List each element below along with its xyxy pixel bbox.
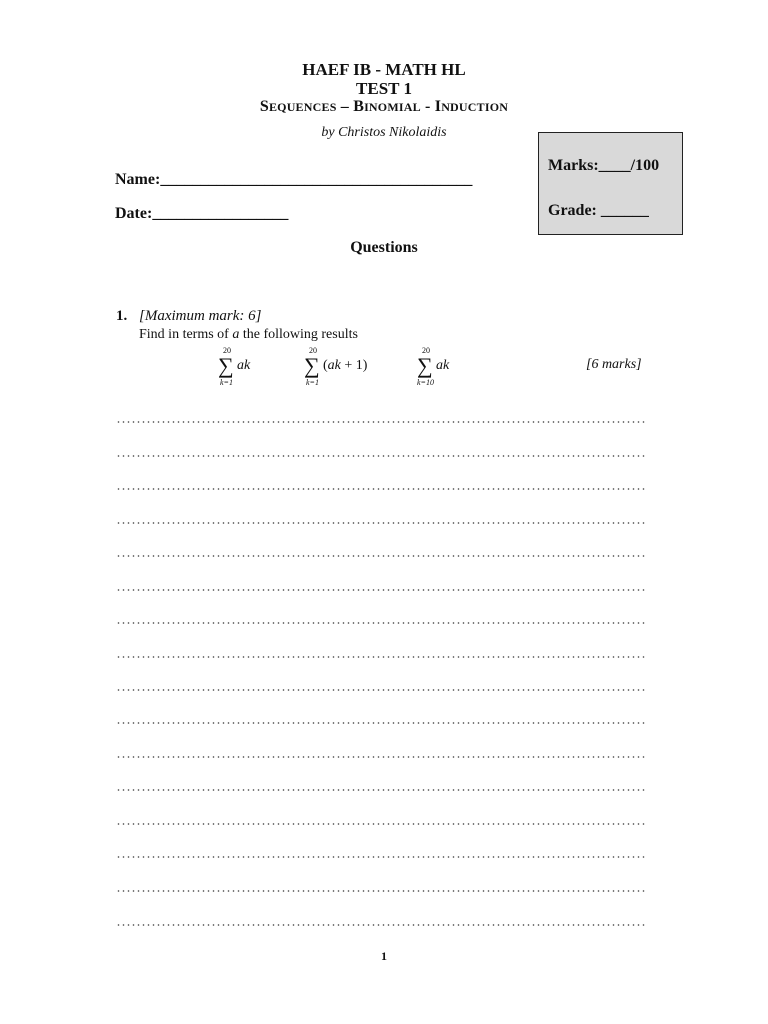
page-number: 1 [381, 949, 387, 963]
sum-expression-3: 20 ∑ k=10 ak [417, 346, 450, 387]
sum-expression-2: 20 ∑ k=1 (ak + 1) [304, 346, 368, 387]
answer-line [116, 488, 646, 490]
test-title: TEST 1 [356, 79, 412, 98]
marks-box [538, 132, 683, 235]
doc-title: HAEF IB - MATH HL [302, 60, 466, 79]
answer-line [116, 455, 646, 457]
answer-line [116, 589, 646, 591]
test-subtitle: SEQUENCES – BINOMIAL - INDUCTION [259, 98, 509, 115]
answer-line [116, 789, 646, 791]
date-field: Date:_________________ [115, 205, 289, 222]
answer-line [116, 924, 646, 926]
sum-expression-1: 20 ∑ k=1 ak [218, 346, 251, 387]
question-max-mark: [Maximum mark: 6] [139, 308, 262, 324]
question-marks: [6 marks] [586, 357, 642, 372]
answer-line [116, 421, 646, 423]
answer-line [116, 856, 646, 858]
question-text: Find in terms of a the following results [139, 327, 358, 342]
answer-line [116, 622, 646, 624]
answer-line [116, 656, 646, 658]
questions-heading: Questions [350, 239, 418, 256]
answer-line [116, 722, 646, 724]
answer-line [116, 756, 646, 758]
answer-line [116, 522, 646, 524]
answer-line [116, 555, 646, 557]
marks-field: Marks:____/100 [548, 157, 660, 174]
answer-line [116, 890, 646, 892]
question-number: 1. [116, 308, 128, 324]
grade-field: Grade: ______ [548, 202, 649, 219]
answer-line [116, 823, 646, 825]
name-field: Name:_______________________________________ [115, 171, 473, 188]
author-line: by Christos Nikolaidis [321, 125, 447, 140]
answer-line [116, 689, 646, 691]
